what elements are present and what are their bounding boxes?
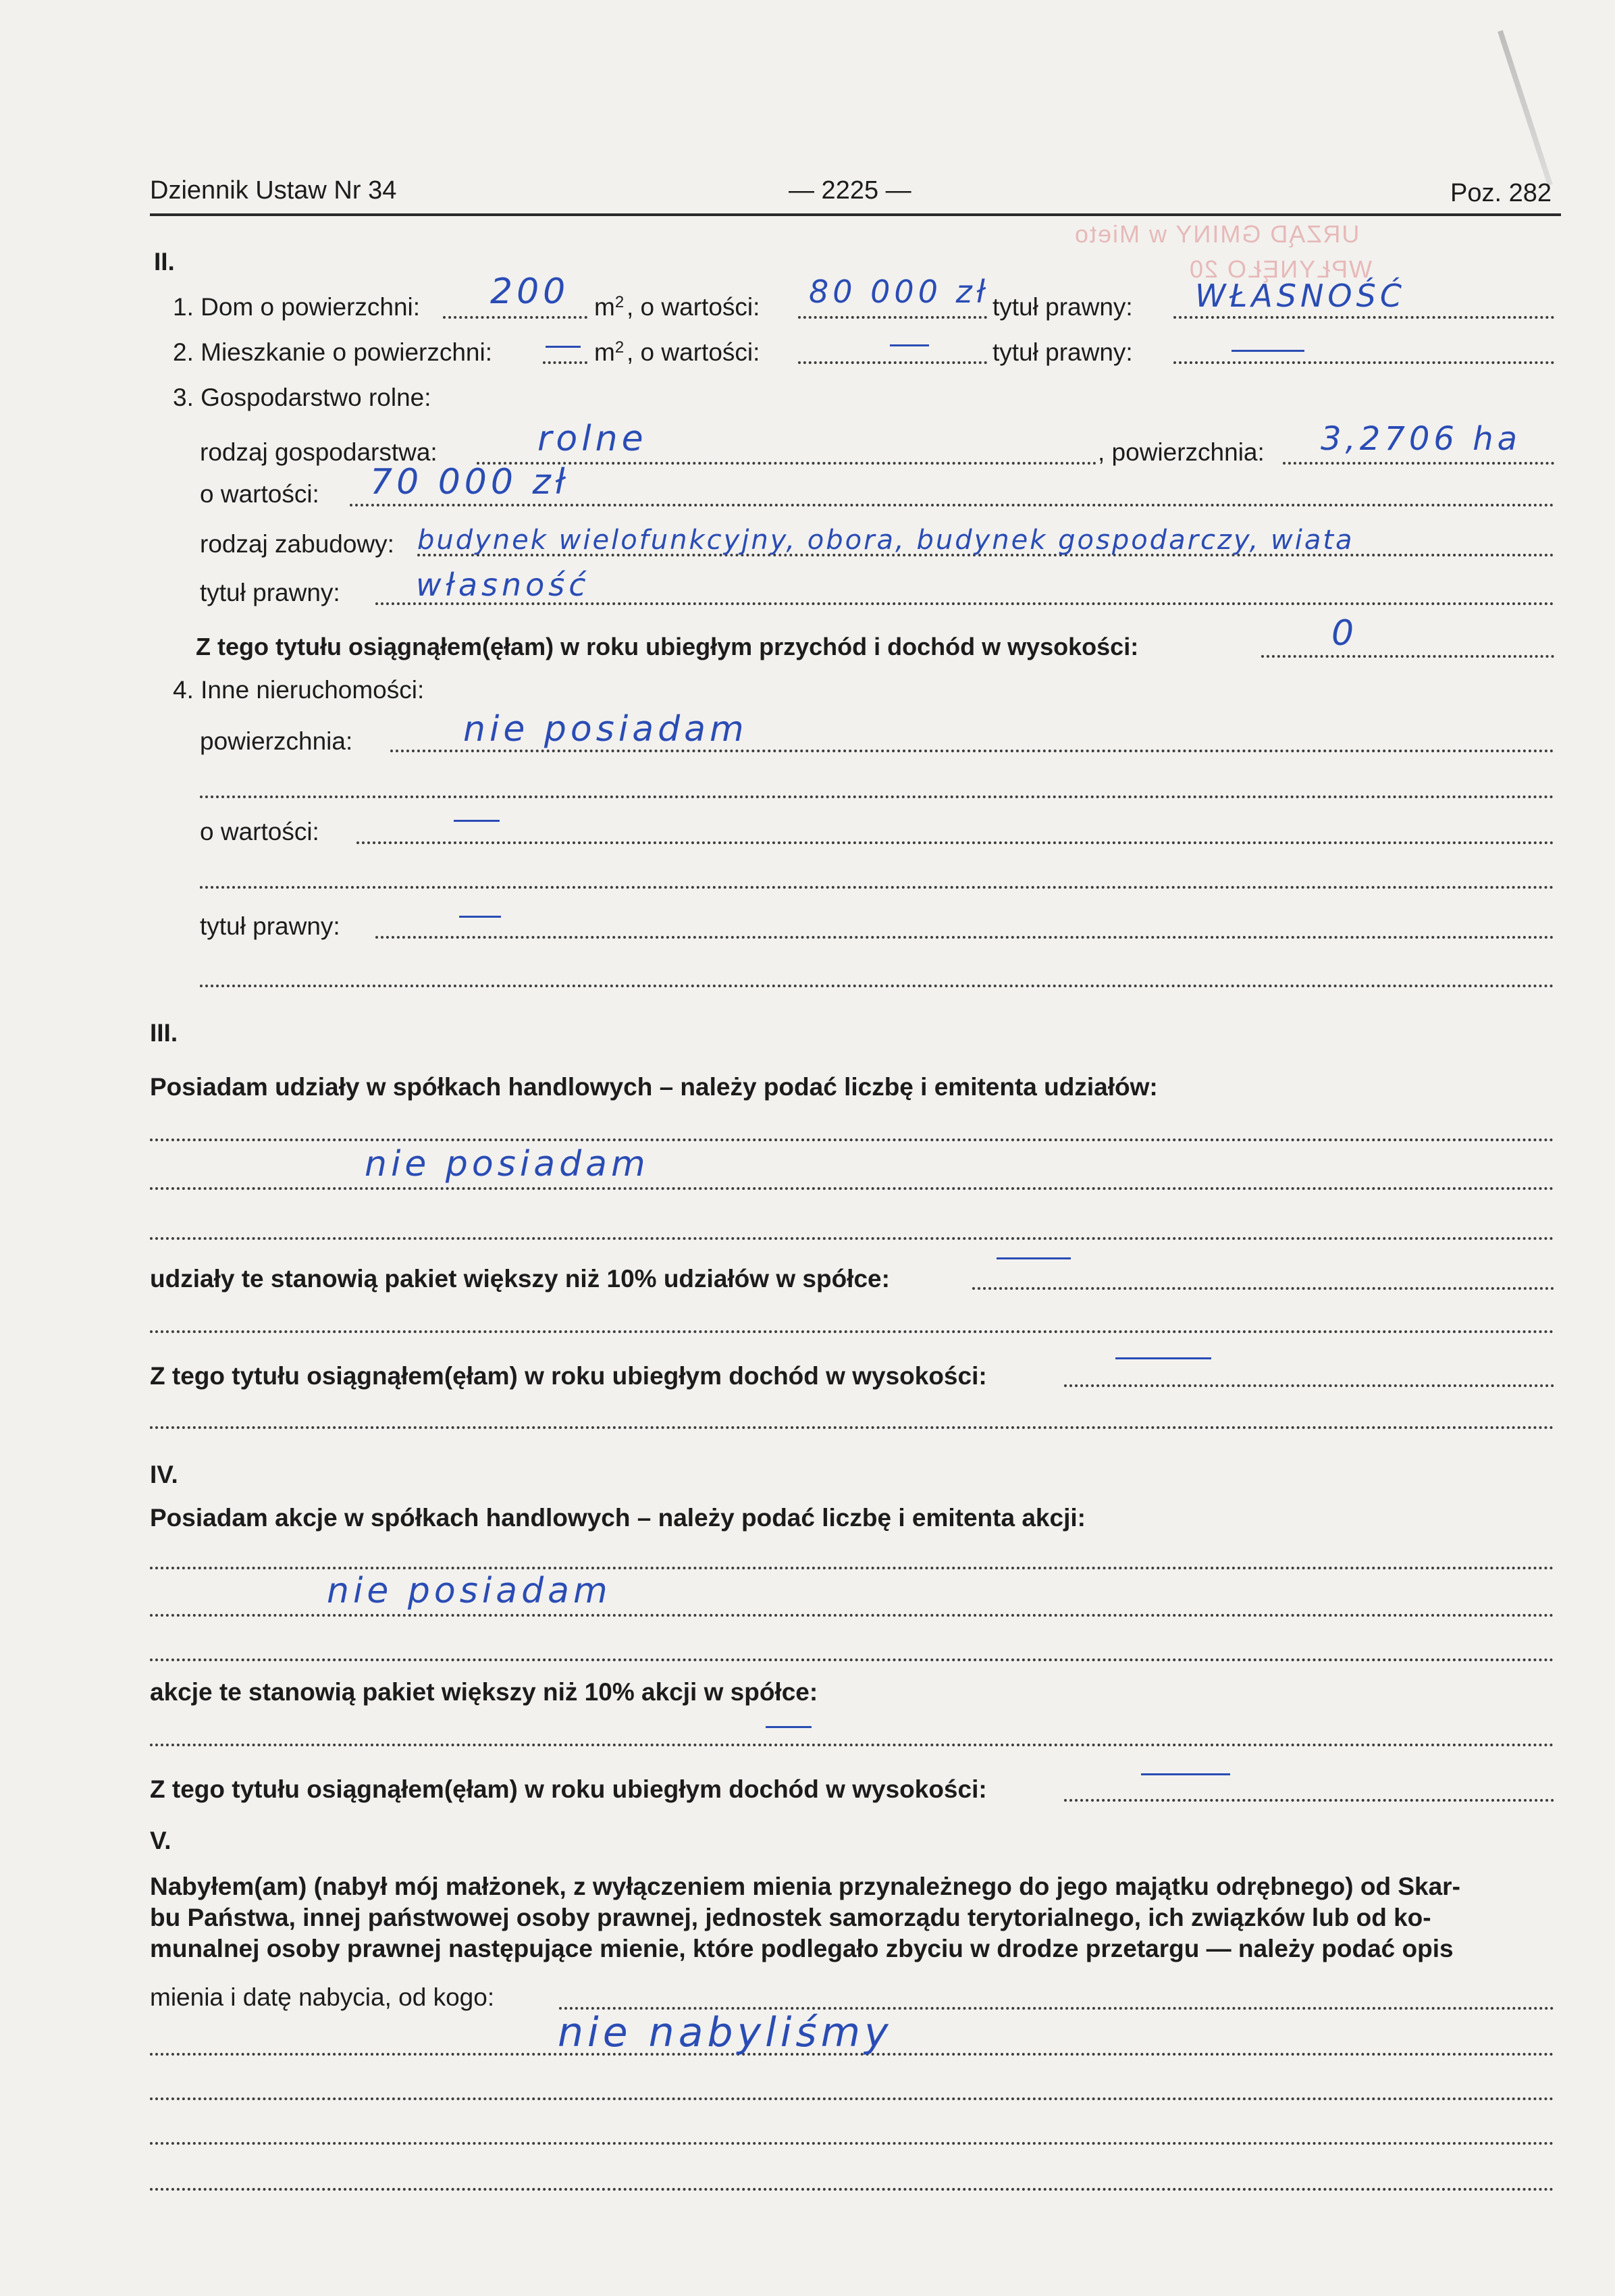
gospodarstwo-buildings-label: rodzaj zabudowy: <box>200 530 394 558</box>
gospodarstwo-label: 3. Gospodarstwo rolne: <box>173 384 431 411</box>
dom-title-label: tytuł prawny: <box>992 293 1133 321</box>
position-number: Poz. 282 <box>1450 179 1552 207</box>
section-iii-income-field-2 <box>150 1426 1554 1429</box>
header-rule <box>150 213 1561 216</box>
section-iv-packet-field <box>150 1744 1554 1746</box>
inne-area-field-2 <box>200 795 1554 798</box>
page-number: — 2225 — <box>789 176 911 205</box>
dom-area-handwritten: 200 <box>490 271 570 312</box>
section-v-field-3 <box>150 2097 1554 2100</box>
section-iii-question: Posiadam udziały w spółkach handlowych – należy podać liczbę i emitenta udziałów: <box>150 1073 1158 1101</box>
inne-title-field-2 <box>200 985 1554 987</box>
mieszkanie-area-dash <box>546 346 581 348</box>
dom-title-field <box>1173 316 1554 319</box>
inne-title-label: tytuł prawny: <box>200 912 340 940</box>
section-iii-income-dash <box>1115 1357 1211 1359</box>
inne-value-label: o wartości: <box>200 818 319 845</box>
section-v-handwritten: nie nabyliśmy <box>558 2009 893 2056</box>
section-iii-packet-dash <box>997 1257 1071 1259</box>
section-iv-heading: IV. <box>150 1461 178 1488</box>
mieszkanie-title-arrow <box>1232 350 1304 352</box>
mieszkanie-value-dash <box>890 344 929 346</box>
gospodarstwo-area-field <box>1283 462 1554 465</box>
section-iv-field-3 <box>150 1659 1554 1661</box>
gospodarstwo-buildings-handwritten: budynek wielofunkcyjny, obora, budynek gospodarczy, wiata <box>417 525 1354 556</box>
gospodarstwo-type-field <box>477 462 1096 465</box>
dom-area-field <box>443 316 587 319</box>
dom-value-field <box>798 316 987 319</box>
section-v-heading: V. <box>150 1827 171 1854</box>
gospodarstwo-income-label: Z tego tytułu osiągnąłem(ęłam) w roku ubiegłym przychód i dochód w wysokości: <box>196 633 1139 660</box>
inne-label: 4. Inne nieruchomości: <box>173 676 425 704</box>
inne-area-label: powierzchnia: <box>200 727 353 755</box>
section-v-text-4: mienia i datę nabycia, od kogo: <box>150 1983 495 2011</box>
mieszkanie-label: 2. Mieszkanie o powierzchni: <box>173 338 492 366</box>
gospodarstwo-value-field <box>350 504 1554 506</box>
journal-title: Dziennik Ustaw Nr 34 <box>150 176 397 205</box>
dom-label: 1. Dom o powierzchni: <box>173 293 421 321</box>
section-v-text-1: Nabyłem(am) (nabył mój małżonek, z wyłączeniem mienia przynależnego do jego majątku odrębnego) od Skar- <box>150 1873 1460 1900</box>
dom-unit: $m^2$ <box>594 293 625 321</box>
inne-value-dash <box>454 820 500 822</box>
inne-value-field <box>356 841 1554 844</box>
section-iii-income-field <box>1064 1384 1554 1387</box>
gospodarstwo-type-handwritten: rolne <box>537 419 647 459</box>
inne-area-handwritten: nie posiadam <box>463 709 748 750</box>
gospodarstwo-title-handwritten: własność <box>416 567 590 603</box>
section-iv-handwritten: nie posiadam <box>327 1571 612 1611</box>
section-iii-heading: III. <box>150 1019 178 1047</box>
gospodarstwo-title-label: tytuł prawny: <box>200 579 340 606</box>
mieszkanie-unit: $m^2$ <box>594 338 625 366</box>
dom-value-handwritten: 80 000 zł <box>809 273 989 310</box>
section-v-field-5 <box>150 2188 1554 2191</box>
section-iii-field-1 <box>150 1139 1554 1141</box>
section-iv-income-label: Z tego tytułu osiągnąłem(ęłam) w roku ubiegłym dochód w wysokości: <box>150 1775 987 1803</box>
section-v-text-2: bu Państwa, innej państwowej osoby prawnej, jednostek samorządu terytorialnego, ich związków lub od ko- <box>150 1904 1431 1931</box>
mieszkanie-title-field <box>1173 361 1554 364</box>
section-iii-packet-label: udziały te stanowią pakiet większy niż 10% udziałów w spółce: <box>150 1265 890 1293</box>
section-iii-packet-field-2 <box>150 1330 1554 1333</box>
dom-title-handwritten: WŁASNOŚĆ <box>1195 278 1406 314</box>
section-iii-handwritten: nie posiadam <box>365 1144 650 1184</box>
section-iv-field-1 <box>150 1567 1554 1569</box>
gospodarstwo-value-label: o wartości: <box>200 480 319 508</box>
section-iv-packet-label: akcje te stanowią pakiet większy niż 10% akcji w spółce: <box>150 1678 818 1706</box>
mieszkanie-area-field <box>543 361 587 364</box>
section-iii-income-label: Z tego tytułu osiągnąłem(ęłam) w roku ubiegłym dochód w wysokości: <box>150 1362 987 1390</box>
section-iv-field-2 <box>150 1614 1554 1617</box>
mieszkanie-value-field <box>798 361 987 364</box>
mieszkanie-value-label: , o wartości: <box>627 338 760 366</box>
section-iv-income-dash <box>1141 1773 1230 1775</box>
gospodarstwo-type-label: rodzaj gospodarstwa: <box>200 438 438 466</box>
section-iv-packet-dash <box>766 1726 812 1728</box>
section-v-field-4 <box>150 2142 1554 2145</box>
section-ii-heading: II. <box>154 248 175 276</box>
inne-title-dash <box>459 916 501 918</box>
inne-area-field <box>390 750 1554 752</box>
paper-fold-mark <box>1498 30 1553 186</box>
gospodarstwo-income-handwritten: 0 <box>1331 613 1358 654</box>
gospodarstwo-area-handwritten: 3,2706 ha <box>1321 420 1522 458</box>
dom-value-label: , o wartości: <box>627 293 760 321</box>
section-iii-field-3 <box>150 1237 1554 1240</box>
section-iv-income-field <box>1064 1799 1554 1802</box>
inne-title-field <box>375 936 1554 939</box>
stamp-line-2: WPŁYNĘŁO 20 <box>1188 255 1373 283</box>
mieszkanie-title-label: tytuł prawny: <box>992 338 1133 366</box>
stamp-line-1: URZĄD GMINY w Mieto <box>1074 220 1360 248</box>
section-iii-field-2 <box>150 1187 1554 1190</box>
gospodarstwo-value-handwritten: 70 000 zł <box>370 462 569 502</box>
inne-value-field-2 <box>200 886 1554 889</box>
section-v-text-3: munalnej osoby prawnej następujące mienie, które podlegało zbyciu w drodze przetargu — należy podać opis <box>150 1935 1454 1962</box>
section-iv-question: Posiadam akcje w spółkach handlowych – należy podać liczbę i emitenta akcji: <box>150 1504 1086 1532</box>
gospodarstwo-area-label: , powierzchnia: <box>1098 438 1265 466</box>
gospodarstwo-income-field <box>1261 655 1554 658</box>
section-iii-packet-field <box>972 1287 1554 1290</box>
